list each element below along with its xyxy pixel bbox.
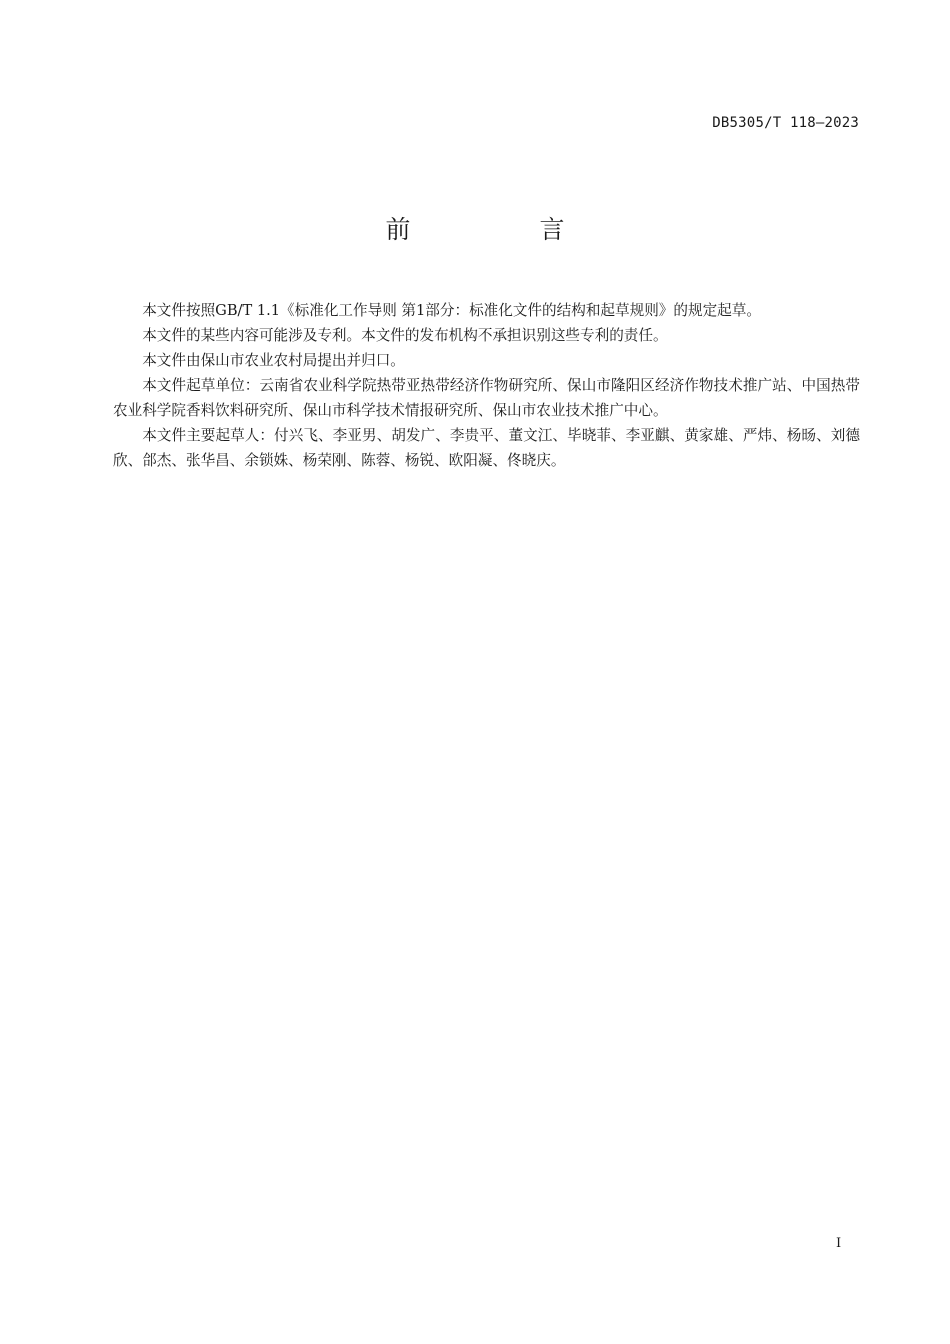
paragraph-drafters: 本文件主要起草人：付兴飞、李亚男、胡发广、李贵平、董文江、毕晓菲、李亚麒、黄家雄、严炜、杨旸、刘德欣、郃杰、张华昌、余锁姝、杨荣刚、陈蓉、杨锐、欧阳凝、佟晓庆。 <box>113 427 860 469</box>
paragraph-drafting-units: 本文件起草单位：云南省农业科学院热带亚热带经济作物研究所、保山市隆阳区经济作物技术推广站、中国热带农业科学院香料饮料研究所、保山市科学技术情报研究所、保山市农业技术推广中心。 <box>113 377 860 419</box>
paragraph-drafting-rules: 本文件按照GB/T 1.1《标准化工作导则 第1部分：标准化文件的结构和起草规则》的规定起草。 <box>142 302 761 319</box>
preface-body <box>113 298 860 473</box>
page-number: I <box>836 1236 842 1251</box>
page-title: 前 言 <box>385 215 617 244</box>
document-code: DB5305/T 118—2023 <box>712 115 859 131</box>
paragraph-proposer: 本文件由保山市农业农村局提出并归口。 <box>142 352 405 369</box>
paragraph-patent-notice: 本文件的某些内容可能涉及专利。本文件的发布机构不承担识别这些专利的责任。 <box>142 327 668 344</box>
